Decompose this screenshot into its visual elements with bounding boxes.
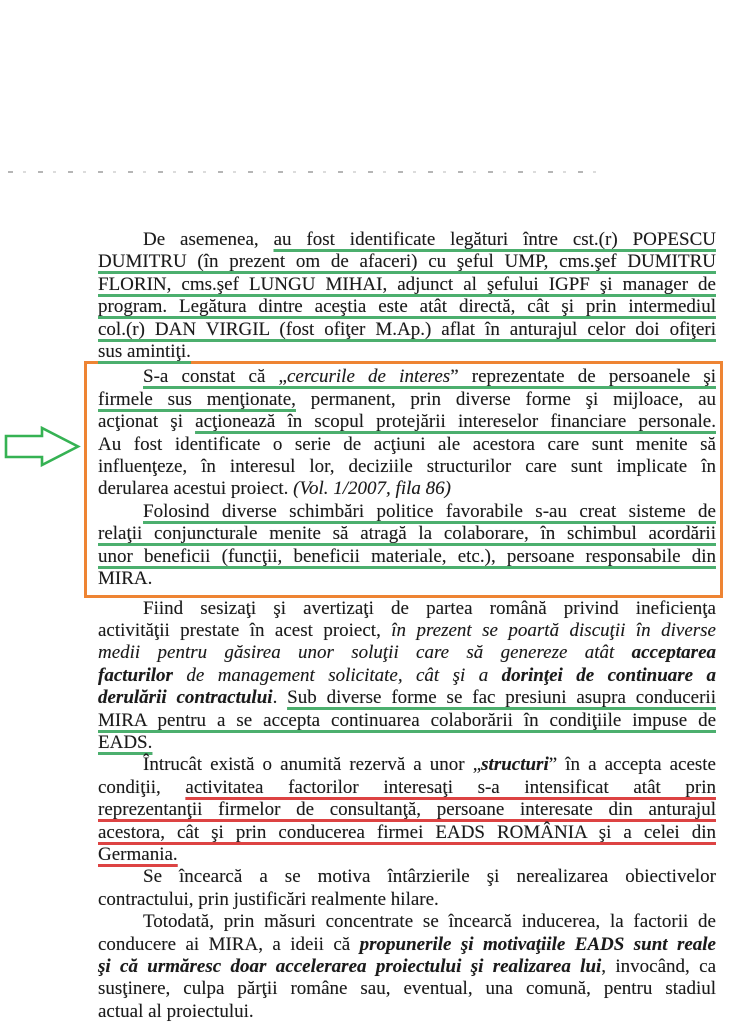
text-run: Au fost identificate o serie de acţiuni ale acestora care sunt menite să	[98, 433, 716, 455]
highlight-box	[84, 361, 723, 597]
text-run: acţionat şi	[98, 411, 196, 433]
text-run: dorinţei de continuare a	[501, 664, 717, 686]
paragraph	[98, 754, 716, 866]
text-run: MIRA pentru a se accepta continuarea colaborării în condiţiile impuse de	[98, 709, 716, 731]
text-run: condiţii,	[98, 776, 186, 798]
text-line	[98, 822, 716, 844]
text-run: , invocând, ca	[601, 956, 716, 977]
text-line	[98, 978, 716, 1000]
text-line	[98, 732, 716, 754]
text-line	[98, 274, 716, 296]
text-run: contractului, prin justificări realmente hilare.	[98, 888, 439, 910]
text-line	[98, 598, 716, 620]
text-run: ” reprezentate de persoanele şi	[450, 366, 716, 388]
paragraph	[98, 598, 716, 755]
text-run: Totodată, prin măsuri concentrate se încearcă inducerea, la factorii de	[143, 911, 716, 933]
text-run: Fiind sesizaţi şi avertizaţi de partea română privind ineficienţa	[143, 597, 716, 619]
text-run: structuri	[481, 754, 549, 776]
text-line	[98, 546, 716, 568]
text-line	[98, 844, 716, 866]
text-line	[98, 251, 716, 273]
text-line	[98, 777, 716, 799]
document-text	[98, 229, 716, 1023]
text-run: influenţeze, în interesul lor, deciziile structurilor care sunt implicate în	[98, 456, 716, 478]
text-run: derularea acestui proiect.	[98, 478, 294, 500]
text-line	[98, 501, 716, 523]
text-run: activităţii prestate în acest proiect,	[98, 619, 392, 641]
text-line	[98, 478, 716, 500]
text-run: reprezentanţii firmelor de consultanţă, persoane interesate din anturajul	[98, 799, 716, 821]
text-line	[98, 620, 716, 642]
text-line	[98, 687, 716, 709]
text-run: .	[272, 687, 288, 709]
text-run: firmele sus menţionate,	[98, 388, 296, 410]
text-line	[98, 568, 716, 590]
text-run: permanent, prin diverse forme şi mijloace, au	[295, 388, 717, 410]
text-run: FLORIN, cms.şef LUNGU MIHAI, adjunct al şefului IGPF şi manager de	[98, 273, 716, 295]
text-line	[98, 319, 716, 341]
text-line	[98, 229, 716, 251]
text-run: Sub diverse forme se fac presiuni asupra conducerii	[287, 687, 716, 709]
text-run: MIRA.	[98, 568, 153, 590]
text-run: medii pentru găsirea unor soluţii care să genereze atât	[98, 642, 632, 664]
text-run: Se încearcă a se motiva întârzierile şi nerealizarea obiectivelor	[143, 866, 716, 888]
text-run: acceptarea	[631, 642, 716, 664]
text-line	[98, 341, 716, 363]
text-line	[98, 434, 716, 456]
text-run: Întrucât există o anumită rezervă a unor „	[143, 754, 482, 776]
text-line	[98, 956, 716, 978]
text-run: relaţii conjuncturale menite să atragă la colaborare, în schimbul acordării	[98, 523, 716, 545]
paragraph	[98, 911, 716, 1023]
text-line	[98, 889, 716, 911]
text-line	[98, 934, 716, 956]
paragraph	[98, 366, 716, 500]
text-run: (Vol. 1/2007, fila 86)	[293, 478, 451, 500]
paragraph	[98, 229, 716, 363]
text-line	[98, 411, 716, 433]
text-run: acţionează în scopul protejării intereselor financiare personale.	[195, 411, 716, 433]
text-run: De asemenea,	[143, 229, 274, 250]
text-run: au fost identificate legături între cst.(r) POPESCU	[273, 229, 716, 250]
text-line	[98, 523, 716, 545]
text-line	[98, 754, 716, 776]
text-run: în prezent se poartă discuţii în diverse	[391, 619, 716, 641]
text-line	[98, 1001, 716, 1023]
text-line	[98, 665, 716, 687]
text-run: susţinere, culpa părţii române sau, eventual, una comună, pentru stadiul	[98, 978, 716, 1000]
text-run: cercurile de interes	[287, 366, 451, 388]
text-run: ” în a accepta aceste	[548, 754, 716, 776]
text-run: acestora, cât şi prin conducerea firmei EADS ROMÂNIA şi a celei din	[98, 821, 716, 843]
text-run: activitatea factorilor interesaţi s-a intensificat atât prin	[185, 776, 716, 798]
text-run: de management solicitate, cât şi a	[172, 664, 502, 686]
paragraph	[98, 501, 716, 591]
text-run: Germania.	[98, 843, 178, 865]
text-line	[98, 456, 716, 478]
text-run: col.(r) DAN VIRGIL (fost ofiţer M.Ap.) aflat în anturajul celor doi ofiţeri	[98, 318, 716, 340]
text-run: DUMITRU (în prezent om de afaceri) cu şeful UMP, cms.şef DUMITRU	[98, 251, 716, 273]
green-arrow-icon	[4, 426, 82, 470]
text-line	[98, 866, 716, 888]
text-run: conducere ai MIRA, a ideii că	[98, 933, 360, 955]
text-line	[98, 799, 716, 821]
text-run: unor beneficii (funcţii, beneficii materiale, etc.), persoane responsabile din	[98, 545, 716, 567]
text-run: EADS.	[98, 731, 153, 753]
text-run: program. Legătura dintre aceştia este atât directă, cât şi prin intermediul	[98, 296, 716, 318]
text-run: facturilor	[98, 664, 173, 686]
text-run: actual al proiectului.	[98, 1000, 254, 1022]
text-run: derulării contractului	[98, 687, 273, 709]
text-run: Folosind diverse schimbări politice favorabile s-au creat sisteme de	[143, 500, 716, 522]
text-line	[98, 911, 716, 933]
text-line	[98, 642, 716, 664]
paragraph	[98, 866, 716, 911]
text-run: propunerile şi motivaţiile EADS sunt reale	[359, 933, 716, 955]
text-line	[98, 389, 716, 411]
text-line	[98, 366, 716, 388]
text-run: şi că urmăresc doar accelerarea proiectului şi realizarea lui	[98, 956, 602, 977]
text-line	[98, 296, 716, 318]
text-line	[98, 710, 716, 732]
text-run: sus amintiţi.	[98, 341, 191, 363]
scan-artifact-line	[8, 171, 598, 173]
text-run: S-a constat că „	[143, 366, 287, 388]
